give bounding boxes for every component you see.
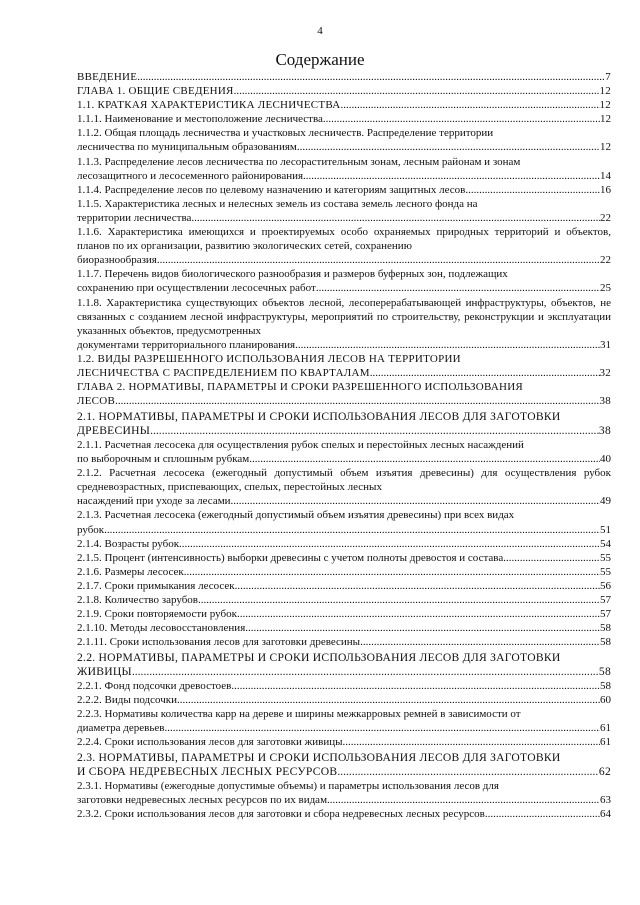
toc-page-number: 12 [599,99,611,112]
toc-entry-title: 2.2.4. Сроки использования лесов для заготовки живицы [77,736,343,749]
toc-page-number: 38 [598,423,611,437]
toc-entry[interactable] [77,635,611,649]
dot-leader [303,169,600,183]
toc-entry-title: биоразнообразия [77,254,157,267]
toc-entry[interactable] [77,225,611,267]
toc-page-number: 63 [600,794,611,807]
dot-leader [297,140,600,154]
toc-entry[interactable] [77,751,611,779]
toc-page-number: 58 [598,664,611,678]
toc-page-number: 25 [600,282,611,295]
toc-entry-title: ДРЕВЕСИНЫ [77,423,151,437]
dot-leader [295,338,600,352]
toc-entry[interactable] [77,508,611,536]
toc-entry-heading: 2.3.1. Нормативы (ежегодные допустимые объемы) и параметры использования лесов для [77,780,499,793]
dot-leader [237,607,600,621]
dot-leader [316,281,600,295]
toc-page-number: 61 [600,722,611,735]
toc-entry[interactable] [77,693,611,707]
toc-page-number: 55 [600,551,611,564]
toc-entry-title: 2.2.2. Виды подсочки [77,694,177,707]
toc-entry[interactable] [77,779,611,807]
toc-entry[interactable] [77,807,611,821]
toc-page-number: 22 [600,211,611,224]
page-title: Содержание [275,50,365,69]
toc-entry-heading: 2.1. НОРМАТИВЫ, ПАРАМЕТРЫ И СРОКИ ИСПОЛЬЗОВАНИЯ ЛЕСОВ ДЛЯ ЗАГОТОВКИ [77,409,561,423]
toc-page-number: 51 [600,523,611,536]
dot-leader [137,70,605,84]
toc-entry-title: 2.1.8. Количество зарубов [77,593,198,606]
toc-page-number: 7 [605,71,611,83]
toc-entry-heading: 2.1.2. Расчетная лесосека (ежегодный допустимый объем изъятия древесины) для осуществления рубок средневозрастных, приспевающих, спелых, перестойных лесных [77,467,611,494]
toc-entry-heading: 1.1.5. Характеристика лесных и нелесных земель из состава земель лесного фонда на [77,197,478,210]
toc-entry[interactable] [77,126,611,154]
dot-leader [337,765,599,779]
toc-entry-title: территории лесничества [77,211,192,224]
toc-page-number: 54 [600,537,611,550]
table-of-contents [77,70,611,821]
toc-entry-title: 2.2.1. Фонд подсочки древостоев [77,680,232,693]
toc-page-number: 56 [600,579,611,592]
toc-entry-title: документами территориального планирования [77,338,296,351]
toc-page-number: 61 [600,736,611,749]
toc-entry[interactable] [77,466,611,508]
toc-page-number: 38 [599,395,611,408]
toc-entry-title: 2.3.2. Сроки использования лесов для заготовки и сбора недревесных лесных ресурсов [77,808,485,821]
toc-entry-title: рубок [77,523,105,536]
toc-page-number: 60 [600,694,611,707]
toc-entry[interactable] [77,651,611,679]
dot-leader [360,635,600,649]
toc-entry[interactable] [77,579,611,593]
toc-entry[interactable] [77,735,611,749]
toc-entry[interactable] [77,410,611,438]
toc-page-number: 57 [600,608,611,621]
dot-leader [503,551,600,565]
toc-page-number: 12 [600,113,611,126]
toc-entry-title: насаждений при уходе за лесами [77,495,231,508]
toc-entry-heading: 1.1.2. Общая площадь лесничества и участковых лесничеств. Распределение территории [77,127,494,140]
dot-leader [485,807,600,821]
page-number: 4 [317,25,323,37]
toc-entry-title: ЛЕСОВ [77,395,116,408]
dot-leader [164,721,600,735]
dot-leader [370,366,600,380]
dot-leader [245,621,600,635]
dot-leader [132,665,599,679]
toc-entry-title: заготовки недревесных лесных ресурсов по их видам [77,794,328,807]
toc-entry-title: 2.1.9. Сроки повторяемости рубок [77,608,237,621]
toc-entry-heading: 2.3. НОРМАТИВЫ, ПАРАМЕТРЫ И СРОКИ ИСПОЛЬЗОВАНИЯ ЛЕСОВ ДЛЯ ЗАГОТОВКИ [77,751,561,764]
toc-entry-title: ЛЕСНИЧЕСТВА С РАСПРЕДЕЛЕНИЕМ ПО КВАРТАЛАМ [77,366,370,379]
toc-entry[interactable] [77,565,611,579]
dot-leader [323,112,600,126]
dot-leader [150,424,599,438]
toc-page-number: 57 [600,593,611,606]
toc-entry[interactable] [77,70,611,84]
toc-entry-title: ЖИВИЦЫ [77,664,132,678]
dot-leader [179,537,600,551]
toc-entry[interactable] [77,183,611,197]
toc-entry-title: 1.1. КРАТКАЯ ХАРАКТЕРИСТИКА ЛЕСНИЧЕСТВА [77,99,341,112]
toc-entry-heading: 1.2. ВИДЫ РАЗРЕШЕННОГО ИСПОЛЬЗОВАНИЯ ЛЕСОВ НА ТЕРРИТОРИИ [77,352,461,365]
toc-entry-heading: 1.1.3. Распределение лесов лесничества по лесорастительным зонам, лесным районам и зонам [77,155,521,168]
toc-entry-title: ВВЕДЕНИЕ [77,71,138,83]
toc-entry-heading: 2.2.3. Нормативы количества карр на дереве и ширины межкарровых ремней в зависимости от [77,708,521,721]
toc-entry[interactable] [77,380,611,408]
dot-leader [340,98,599,112]
toc-entry-title: 2.1.11. Сроки использования лесов для заготовки древесины [77,636,361,649]
toc-page-number: 62 [598,765,611,779]
dot-leader [177,693,600,707]
dot-leader [343,735,601,749]
toc-entry[interactable] [77,98,611,112]
toc-entry-heading: 1.1.8. Характеристика существующих объектов лесной, лесоперерабатывающей инфраструктуры, объектов, не связанных с созданием лесной инфраструктуры, мероприятий по строительству, реконструкции и эксплуатации указанных объектов, предусмотренных [77,296,611,337]
toc-entry-title: 2.1.6. Размеры лесосек [77,565,184,578]
toc-entry-title: 2.1.4. Возрасты рубок [77,537,180,550]
dot-leader [184,565,600,579]
toc-entry-title: сохранению при осуществлении лесосечных работ [77,282,316,295]
toc-entry-title: 1.1.4. Распределение лесов по целевому назначению и категориям защитных лесов [77,183,466,196]
toc-entry-heading: 2.2. НОРМАТИВЫ, ПАРАМЕТРЫ И СРОКИ ИСПОЛЬЗОВАНИЯ ЛЕСОВ ДЛЯ ЗАГОТОВКИ [77,650,561,664]
toc-entry-title: лесозащитного и лесосеменного районирования [77,169,304,182]
dot-leader [235,579,600,593]
dot-leader [191,211,600,225]
dot-leader [234,84,600,98]
toc-entry[interactable] [77,267,611,295]
toc-entry-heading: 1.1.6. Характеристика имеющихся и проектируемых особо охраняемых природных территорий и объектов, планов по их организации, развитию экологических сетей, сохранению [77,226,611,253]
toc-page-number: 64 [600,808,611,821]
toc-page-number: 40 [600,453,611,466]
toc-entry-heading: 2.1.1. Расчетная лесосека для осуществления рубок спелых и перестойных лесных насаждений [77,438,524,451]
toc-page-number: 12 [600,141,611,154]
dot-leader [231,494,600,508]
toc-entry-title: 1.1.1. Наименование и местоположение лесничества [77,113,323,126]
toc-entry-title: 2.1.7. Сроки примыкания лесосек [77,579,235,592]
toc-entry[interactable] [77,607,611,621]
toc-entry-title: И СБОРА НЕДРЕВЕСНЫХ ЛЕСНЫХ РЕСУРСОВ [77,765,338,779]
toc-entry[interactable] [77,352,611,380]
toc-page-number: 14 [600,169,611,182]
toc-entry[interactable] [77,621,611,635]
dot-leader [249,452,600,466]
toc-entry[interactable] [77,707,611,735]
toc-page-number: 32 [599,366,611,379]
toc-entry[interactable] [77,438,611,466]
toc-entry-title: 2.1.10. Методы лесовосстановления [77,622,246,635]
toc-entry[interactable] [77,679,611,693]
dot-leader [115,394,599,408]
toc-entry-title: диаметра деревьев [77,722,165,735]
toc-page-number: 12 [599,85,611,98]
toc-entry[interactable] [77,593,611,607]
toc-entry[interactable] [77,155,611,183]
toc-entry-heading: 1.1.7. Перечень видов биологического разнообразия и размеров буферных зон, подлежащих [77,268,508,281]
toc-entry-heading: 2.1.3. Расчетная лесосека (ежегодный допустимый объем изъятия древесины) при всех видах [77,509,515,522]
dot-leader [198,593,600,607]
dot-leader [104,523,600,537]
toc-page-number: 58 [600,680,611,693]
toc-page-number: 58 [600,636,611,649]
toc-page-number: 58 [600,622,611,635]
dot-leader [465,183,600,197]
toc-entry-title: ГЛАВА 1. ОБЩИЕ СВЕДЕНИЯ [77,85,234,98]
toc-entry[interactable] [77,112,611,126]
dot-leader [327,793,600,807]
toc-entry[interactable] [77,84,611,98]
toc-entry-title: лесничества по муниципальным образованиям [77,141,297,154]
toc-page-number: 49 [600,495,611,508]
dot-leader [157,253,600,267]
toc-page-number: 31 [600,338,611,351]
toc-entry[interactable] [77,296,611,352]
toc-entry[interactable] [77,551,611,565]
toc-entry[interactable] [77,197,611,225]
toc-entry-title: по выборочным и сплошным рубкам [77,453,250,466]
toc-entry-heading: ГЛАВА 2. НОРМАТИВЫ, ПАРАМЕТРЫ И СРОКИ РАЗРЕШЕННОГО ИСПОЛЬЗОВАНИЯ [77,381,524,394]
dot-leader [231,679,600,693]
toc-page-number: 22 [600,254,611,267]
toc-entry[interactable] [77,537,611,551]
toc-page-number: 16 [600,183,611,196]
toc-page-number: 55 [600,565,611,578]
toc-entry-title: 2.1.5. Процент (интенсивность) выборки древесины с учетом полноты древостоя и состава [77,551,504,564]
